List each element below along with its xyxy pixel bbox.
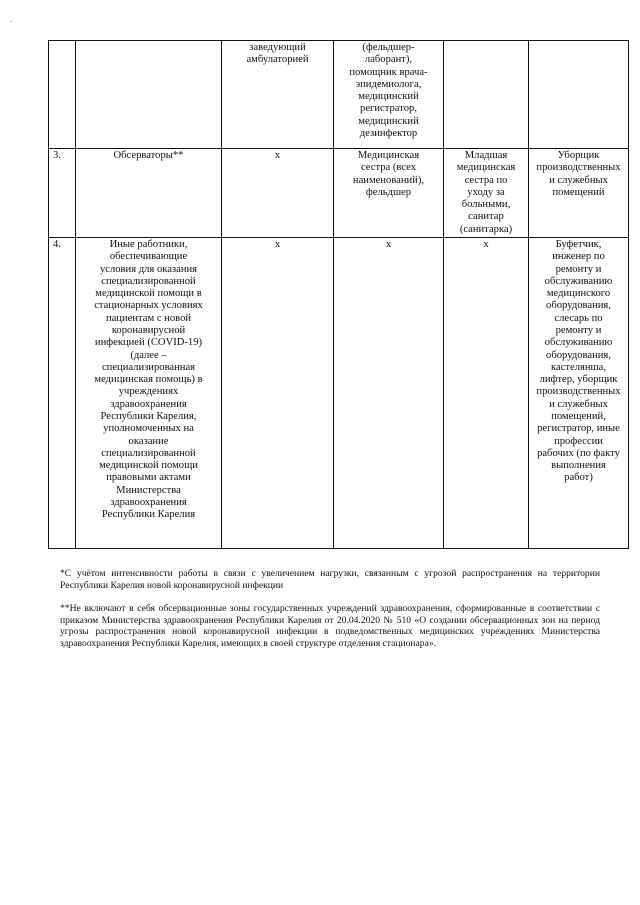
category-cell: Обсерваторы** <box>76 149 222 238</box>
table-row <box>49 41 629 149</box>
doctors-cell: х <box>222 149 334 238</box>
other-staff-cell: Уборщик производственных и служебных помещений <box>529 149 629 238</box>
table-row <box>49 238 629 549</box>
junior-staff-cell <box>444 41 529 149</box>
category-cell <box>76 41 222 149</box>
staff-table <box>48 40 629 549</box>
middle-staff-cell: (фельдшер- лаборант), помощник врача- эпидемиолога, медицинский регистратор, медицинский дезинфектор <box>334 41 444 149</box>
junior-staff-cell: х <box>444 238 529 549</box>
doctors-cell: заведующий амбулаторией <box>222 41 334 149</box>
row-number: 3. <box>49 149 76 238</box>
junior-staff-cell: Младшая медицинская сестра по уходу за больными, санитар (санитарка) <box>444 149 529 238</box>
row-number: 4. <box>49 238 76 549</box>
table-row <box>49 149 629 238</box>
category-cell: Иные работники, обеспечивающие условия для оказания специализированной медицинской помощи в стационарных условиях пациентам с новой коронавирусной инфекцией (COVID-19) (далее – специализированная медицинская помощь) в учреждениях здравоохранения Республики Карелия, уполномоченных на оказание специализированной медицинской помощи правовыми актами Министерства здравоохранения Республики Карелия <box>76 238 222 549</box>
other-staff-cell: Буфетчик, инженер по ремонту и обслуживанию медицинского оборудования, слесарь по ремонту и обслуживанию оборудования, кастелянша, лифтер, уборщик производственных и служебных помещений, регистратор, иные профессии рабочих (по факту выполнения работ) <box>529 238 629 549</box>
row-number <box>49 41 76 149</box>
other-staff-cell <box>529 41 629 149</box>
footnote-observation-zones: **Не включают в себя обсервационные зоны государственных учреждений здравоохранения, сформированные в соответствии с приказом Министерства здравоохранения Республики Карелия от 20.04.2020 № 510 «О создании обсервационных зон на период угрозы распространения новой коронавирусной инфекции в подведомственных медицинских учреждениях Министерства здравоохранения Республики Карелия, имеющих в своей структуре отделения стационара». <box>60 603 600 649</box>
middle-staff-cell: х <box>334 238 444 549</box>
doctors-cell: х <box>222 238 334 549</box>
footnote-intensity: *С учётом интенсивности работы в связи с увеличением нагрузки, связанным с угрозой распространения на территории Республики Карелия новой коронавирусной инфекции <box>60 568 600 591</box>
document-sheet <box>48 40 628 549</box>
middle-staff-cell: Медицинская сестра (всех наименований), фельдшер <box>334 149 444 238</box>
corner-mark: . <box>10 14 13 24</box>
